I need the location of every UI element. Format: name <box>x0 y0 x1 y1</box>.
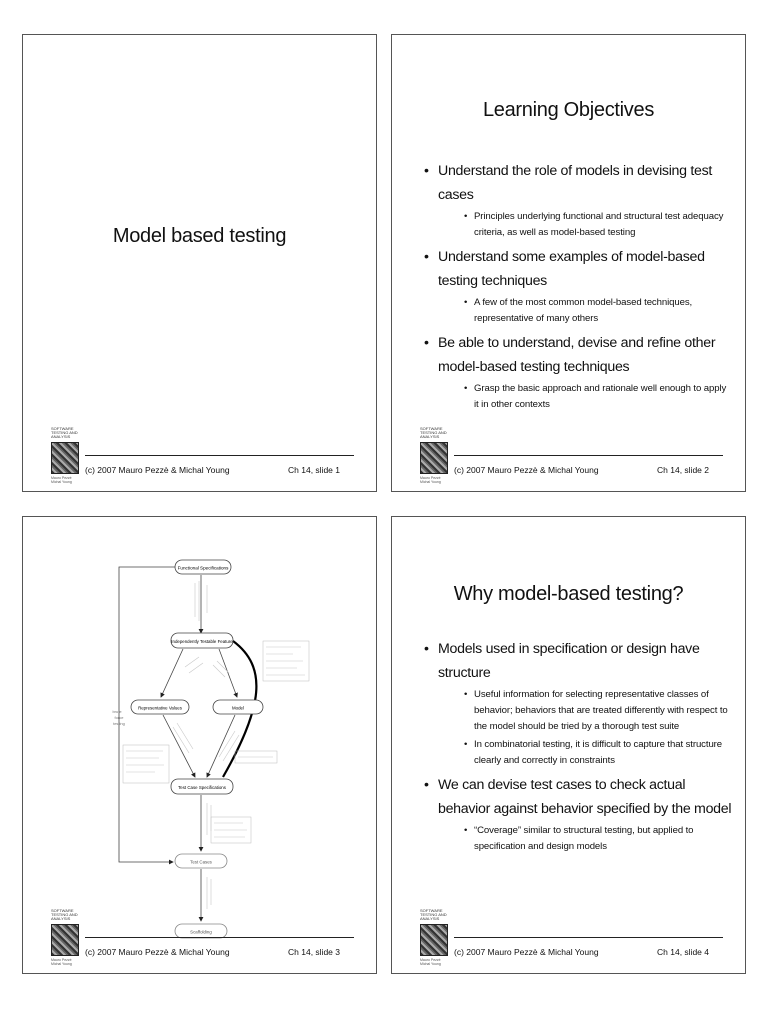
slide-title: Why model-based testing? <box>453 583 684 605</box>
svg-text:Scaffolding: Scaffolding <box>190 929 212 935</box>
footer-divider <box>85 455 354 456</box>
sub-bullet-item: • Grasp the basic approach and rationale well enough to apply it in other contexts <box>422 381 733 413</box>
bullet-item: • Models used in specification or design have structure <box>422 637 733 685</box>
slide-1 <box>22 34 377 492</box>
bullet-item: • We can devise test cases to check actual behavior against behavior specified by the model <box>422 773 733 821</box>
book-cover-icon <box>51 442 79 474</box>
testing-flow-diagram <box>23 517 378 975</box>
slide-number: Ch 14, slide 2 <box>657 465 709 475</box>
node-test-cases <box>175 854 227 868</box>
brute-force-arrow <box>119 567 175 862</box>
footer-divider <box>85 937 354 938</box>
slide-4 <box>391 516 746 974</box>
node-scaffolding <box>175 924 227 938</box>
slide-number: Ch 14, slide 1 <box>288 465 340 475</box>
node-independently-testable-feature <box>171 633 233 648</box>
bullet-list <box>422 155 733 413</box>
slide-number: Ch 14, slide 4 <box>657 947 709 957</box>
node-test-case-specifications <box>171 779 233 794</box>
bullet-item: • Understand some examples of model-based testing techniques <box>422 245 733 293</box>
sub-bullet-item: • In combinatorial testing, it is difficult to capture that structure clearly and correctly in constraints <box>422 737 733 769</box>
footer-copyright: (c) 2007 Mauro Pezzè & Michal Young <box>454 465 599 475</box>
node-functional-specifications <box>175 560 231 574</box>
book-logo: SOFTWARE TESTING AND ANALYSIS Mauro Pezzè Michal Young <box>51 908 78 966</box>
footer-copyright: (c) 2007 Mauro Pezzè & Michal Young <box>454 947 599 957</box>
slide-title: Learning Objectives <box>482 99 655 121</box>
svg-text:Functional Specifications: Functional Specifications <box>177 565 229 571</box>
bullet-item: • Understand the role of models in devising test cases <box>422 159 733 207</box>
sub-bullet-item: • Useful information for selecting representative classes of behavior; behaviors that are treated differently with respect to the model should be tried by a thorough test suite <box>422 687 733 735</box>
footer-copyright: (c) 2007 Mauro Pezzè & Michal Young <box>85 947 230 957</box>
footer-divider <box>454 455 723 456</box>
book-logo: SOFTWARE TESTING AND ANALYSIS Mauro Pezzè Michal Young <box>420 908 447 966</box>
node-model <box>213 700 263 714</box>
sub-bullet-item: • “Coverage” similar to structural testing, but applied to specification and design models <box>422 823 733 855</box>
sub-bullet-item: • A few of the most common model-based techniques, representative of many others <box>422 295 733 327</box>
slide-number: Ch 14, slide 3 <box>288 947 340 957</box>
bullet-list <box>422 633 733 855</box>
book-cover-icon <box>420 924 448 956</box>
flow-arrow <box>207 715 235 777</box>
slide-2 <box>391 34 746 492</box>
node-representative-values <box>131 700 189 714</box>
svg-text:Independently Testable Feature: Independently Testable Feature <box>171 639 233 644</box>
slide-title: Model based testing <box>112 225 287 247</box>
flow-arrow <box>219 649 237 697</box>
svg-text:Test Case Specifications: Test Case Specifications <box>178 785 226 790</box>
book-cover-icon <box>420 442 448 474</box>
svg-text:Representative Values: Representative Values <box>138 705 182 711</box>
flow-arrow <box>163 715 195 777</box>
flow-arrow <box>161 649 183 697</box>
bullet-item: • Be able to understand, devise and refine other model-based testing techniques <box>422 331 733 379</box>
slide-3 <box>22 516 377 974</box>
brute-force-label: brute force testing <box>112 709 125 726</box>
svg-text:Test Cases: Test Cases <box>190 859 212 865</box>
book-cover-icon <box>51 924 79 956</box>
book-logo: SOFTWARE TESTING AND ANALYSIS Mauro Pezzè Michal Young <box>51 426 78 484</box>
footer-copyright: (c) 2007 Mauro Pezzè & Michal Young <box>85 465 230 475</box>
svg-text:Model: Model <box>232 705 244 711</box>
footer-divider <box>454 937 723 938</box>
sub-bullet-item: • Principles underlying functional and structural test adequacy criteria, as well as model-based testing <box>422 209 733 241</box>
book-logo: SOFTWARE TESTING AND ANALYSIS Mauro Pezzè Michal Young <box>420 426 447 484</box>
